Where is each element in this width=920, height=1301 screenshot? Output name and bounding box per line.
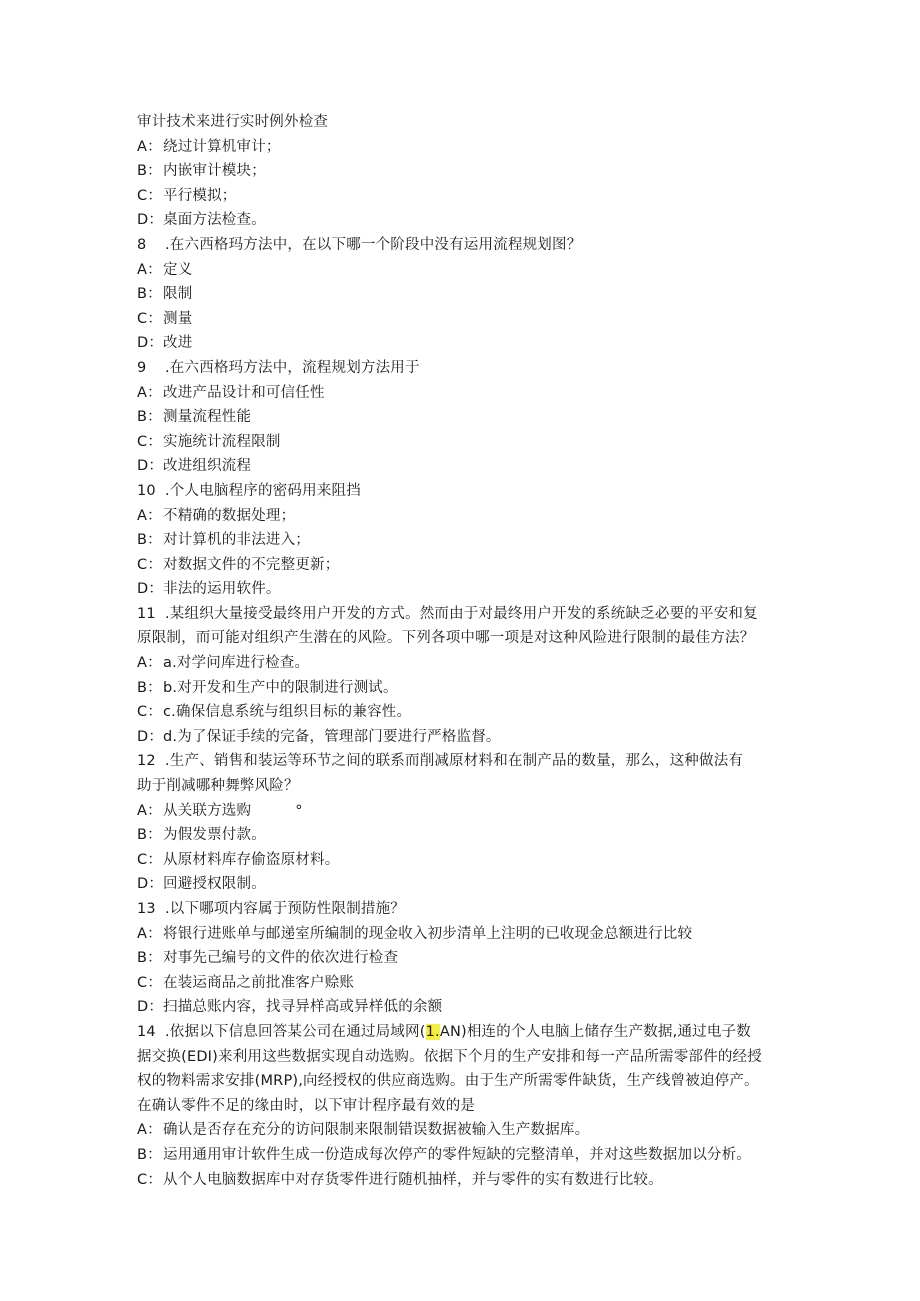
option-label: A：: [137, 925, 162, 942]
option-text: 实施统计流程限制: [163, 433, 281, 450]
option-text: 不精确的数据处理；: [163, 507, 296, 524]
option-text: 改进产品设计和可信任性: [163, 384, 325, 401]
option-label: B：: [137, 286, 162, 303]
question-text-continued: 据交换(EDI)来利用这些数据实现自动选购。依据下个月的生产安排和每一产品所需零部件的经授: [137, 1048, 762, 1065]
option-label: C：: [137, 433, 163, 450]
option-label: A：: [137, 802, 162, 819]
question-number: 12: [137, 753, 156, 770]
option-text: 内嵌审计模块；: [163, 163, 266, 180]
option-d: [137, 331, 797, 356]
option-a: [137, 1118, 797, 1143]
option-text: 桌面方法检查。: [163, 212, 266, 229]
option-label: B：: [137, 163, 162, 180]
question-text: .生产、销售和装运等环节之间的联系而削减原材料和在制产品的数量，那么，这种做法有: [165, 753, 744, 770]
option-label: A：: [137, 138, 162, 155]
option-label: D：: [137, 999, 164, 1016]
question-text: .某组织大量接受最终用户开发的方式。然而由于对最终用户开发的系统缺乏必要的平安和复: [165, 605, 758, 622]
option-a: [137, 504, 797, 529]
option-label: A：: [137, 507, 162, 524]
option-c: [137, 307, 797, 332]
option-c: [137, 848, 797, 873]
text-line: 审计技术来进行实时例外检查: [137, 114, 329, 130]
option-b: [137, 528, 797, 553]
highlighted-text: 1.: [425, 1023, 440, 1040]
question-text: AN)相连的个人电脑上储存生产数据,通过电子数: [439, 1023, 751, 1040]
option-label: A：: [137, 1122, 162, 1139]
option-label: A：: [137, 261, 162, 278]
option-label: B：: [137, 950, 162, 967]
option-label: D：: [137, 458, 164, 475]
option-label: C：: [137, 851, 163, 868]
question-text: .在六西格玛方法中，在以下哪一个阶段中没有运用流程规划图？: [165, 236, 582, 253]
option-d: [137, 725, 797, 750]
option-a: [137, 258, 797, 283]
option-text: 平行模拟；: [163, 187, 237, 204]
option-c: [137, 1168, 797, 1193]
option-text: 确认是否存在充分的访问限制来限制错误数据被输入生产数据库。: [163, 1122, 590, 1139]
question-number: 8: [137, 236, 147, 253]
option-text: 从关联方选购: [163, 802, 252, 819]
question-12: [137, 749, 797, 774]
option-c: [137, 971, 797, 996]
option-text: 在装运商品之前批准客户赊账: [163, 974, 355, 991]
option-label: B：: [137, 532, 162, 549]
option-label: B：: [137, 827, 162, 844]
question-9: [137, 356, 797, 381]
option-label: D：: [137, 876, 164, 893]
option-text: b.对开发和生产中的限制进行测试。: [163, 679, 398, 696]
option-d: [137, 454, 797, 479]
question-number: 10: [137, 482, 156, 499]
option-label: C：: [137, 187, 163, 204]
option-text: 从原材料库存偷盗原材料。: [163, 851, 340, 868]
option-text: 为假发票付款。: [163, 827, 266, 844]
question-number: 13: [137, 901, 156, 917]
option-label: B：: [137, 679, 162, 696]
option-b: [137, 946, 797, 971]
option-text: d.为了保证手续的完备，管理部门要进行严格监督。: [163, 728, 501, 745]
option-b: [137, 282, 797, 307]
option-label: D：: [137, 335, 164, 352]
stray-mark: °: [295, 802, 303, 819]
option-b: [137, 823, 797, 848]
question-10: [137, 479, 797, 504]
option-a: [137, 651, 797, 676]
option-text: 改进组织流程: [163, 458, 252, 475]
option-label: B：: [137, 409, 162, 426]
option-d: [137, 872, 797, 897]
option-label: C：: [137, 310, 163, 327]
option-d: [137, 577, 797, 602]
option-b: [137, 405, 797, 430]
option-a: [137, 799, 797, 824]
question-text: .依据以下信息回答某公司在通过局域网(: [165, 1023, 426, 1040]
question-text-continued: 权的物料需求安排(MRP),向经授权的供应商选购。由于生产所需零件缺货，生产线曾被迫停产。: [137, 1073, 759, 1090]
option-b: [137, 159, 797, 184]
question-11: [137, 602, 797, 627]
option-c: [137, 430, 797, 455]
option-text: 测量: [163, 310, 193, 327]
option-text: a.对学问库进行检查。: [163, 655, 310, 672]
option-text: 限制: [163, 286, 193, 303]
option-label: D：: [137, 728, 164, 745]
option-a: [137, 922, 797, 947]
option-label: C：: [137, 1171, 163, 1188]
option-label: D：: [137, 212, 164, 229]
option-a: [137, 381, 797, 406]
option-b: [137, 676, 797, 701]
question-14: [137, 1020, 797, 1045]
option-text: 测量流程性能: [163, 409, 252, 426]
question-text: .个人电脑程序的密码用来阻挡: [165, 482, 361, 499]
option-a: [137, 135, 797, 160]
option-text: 回避授权限制。: [163, 876, 266, 893]
question-text-continued: 原限制，而可能对组织产生潜在的风险。下列各项中哪一项是对这种风险进行限制的最佳方法？: [137, 630, 755, 647]
document-body: [137, 110, 797, 1192]
option-label: A：: [137, 384, 162, 401]
option-label: C：: [137, 974, 163, 991]
option-text: 对计算机的非法进入；: [163, 532, 310, 549]
question-number: 11: [137, 605, 156, 622]
option-b: [137, 1143, 797, 1168]
option-text: 运用通用审计软件生成一份造成每次停产的零件短缺的完整清单，并对这些数据加以分析。: [163, 1146, 751, 1163]
option-text: 定义: [163, 261, 193, 278]
question-8: [137, 233, 797, 258]
option-text: 扫描总账内容，找寻异样高或异样低的余额: [163, 999, 443, 1016]
question-number: 14: [137, 1023, 156, 1040]
option-label: B：: [137, 1146, 162, 1163]
option-text: 将银行进账单与邮递室所编制的现金收入初步清单上注明的已收现金总额进行比较: [163, 925, 693, 942]
option-text: 绕过计算机审计；: [163, 138, 281, 155]
option-d: [137, 208, 797, 233]
option-text: c.确保信息系统与组织目标的兼容性。: [163, 704, 412, 721]
option-text: 改进: [163, 335, 193, 352]
question-text-continued: 在确认零件不足的缘由时，以下审计程序最有效的是: [137, 1097, 476, 1114]
question-13: [137, 897, 797, 922]
option-text: 对数据文件的不完整更新；: [163, 556, 340, 573]
option-c: [137, 184, 797, 209]
question-text: .在六西格玛方法中，流程规划方法用于: [165, 359, 420, 376]
question-text-continued: 助于削减哪种舞弊风险？: [137, 778, 299, 795]
option-text: 对事先己编号的文件的依次进行检查: [163, 950, 399, 967]
option-text: 非法的运用软件。: [163, 581, 281, 598]
option-c: [137, 700, 797, 725]
option-text: 从个人电脑数据库中对存货零件进行随机抽样，并与零件的实有数进行比较。: [163, 1171, 663, 1188]
question-text: .以下哪项内容属于预防性限制措施？: [165, 901, 406, 917]
option-label: C：: [137, 556, 163, 573]
option-label: C：: [137, 704, 163, 721]
option-d: [137, 995, 797, 1020]
option-label: A：: [137, 655, 162, 672]
option-label: D：: [137, 581, 164, 598]
question-number: 9: [137, 359, 147, 376]
option-c: [137, 553, 797, 578]
